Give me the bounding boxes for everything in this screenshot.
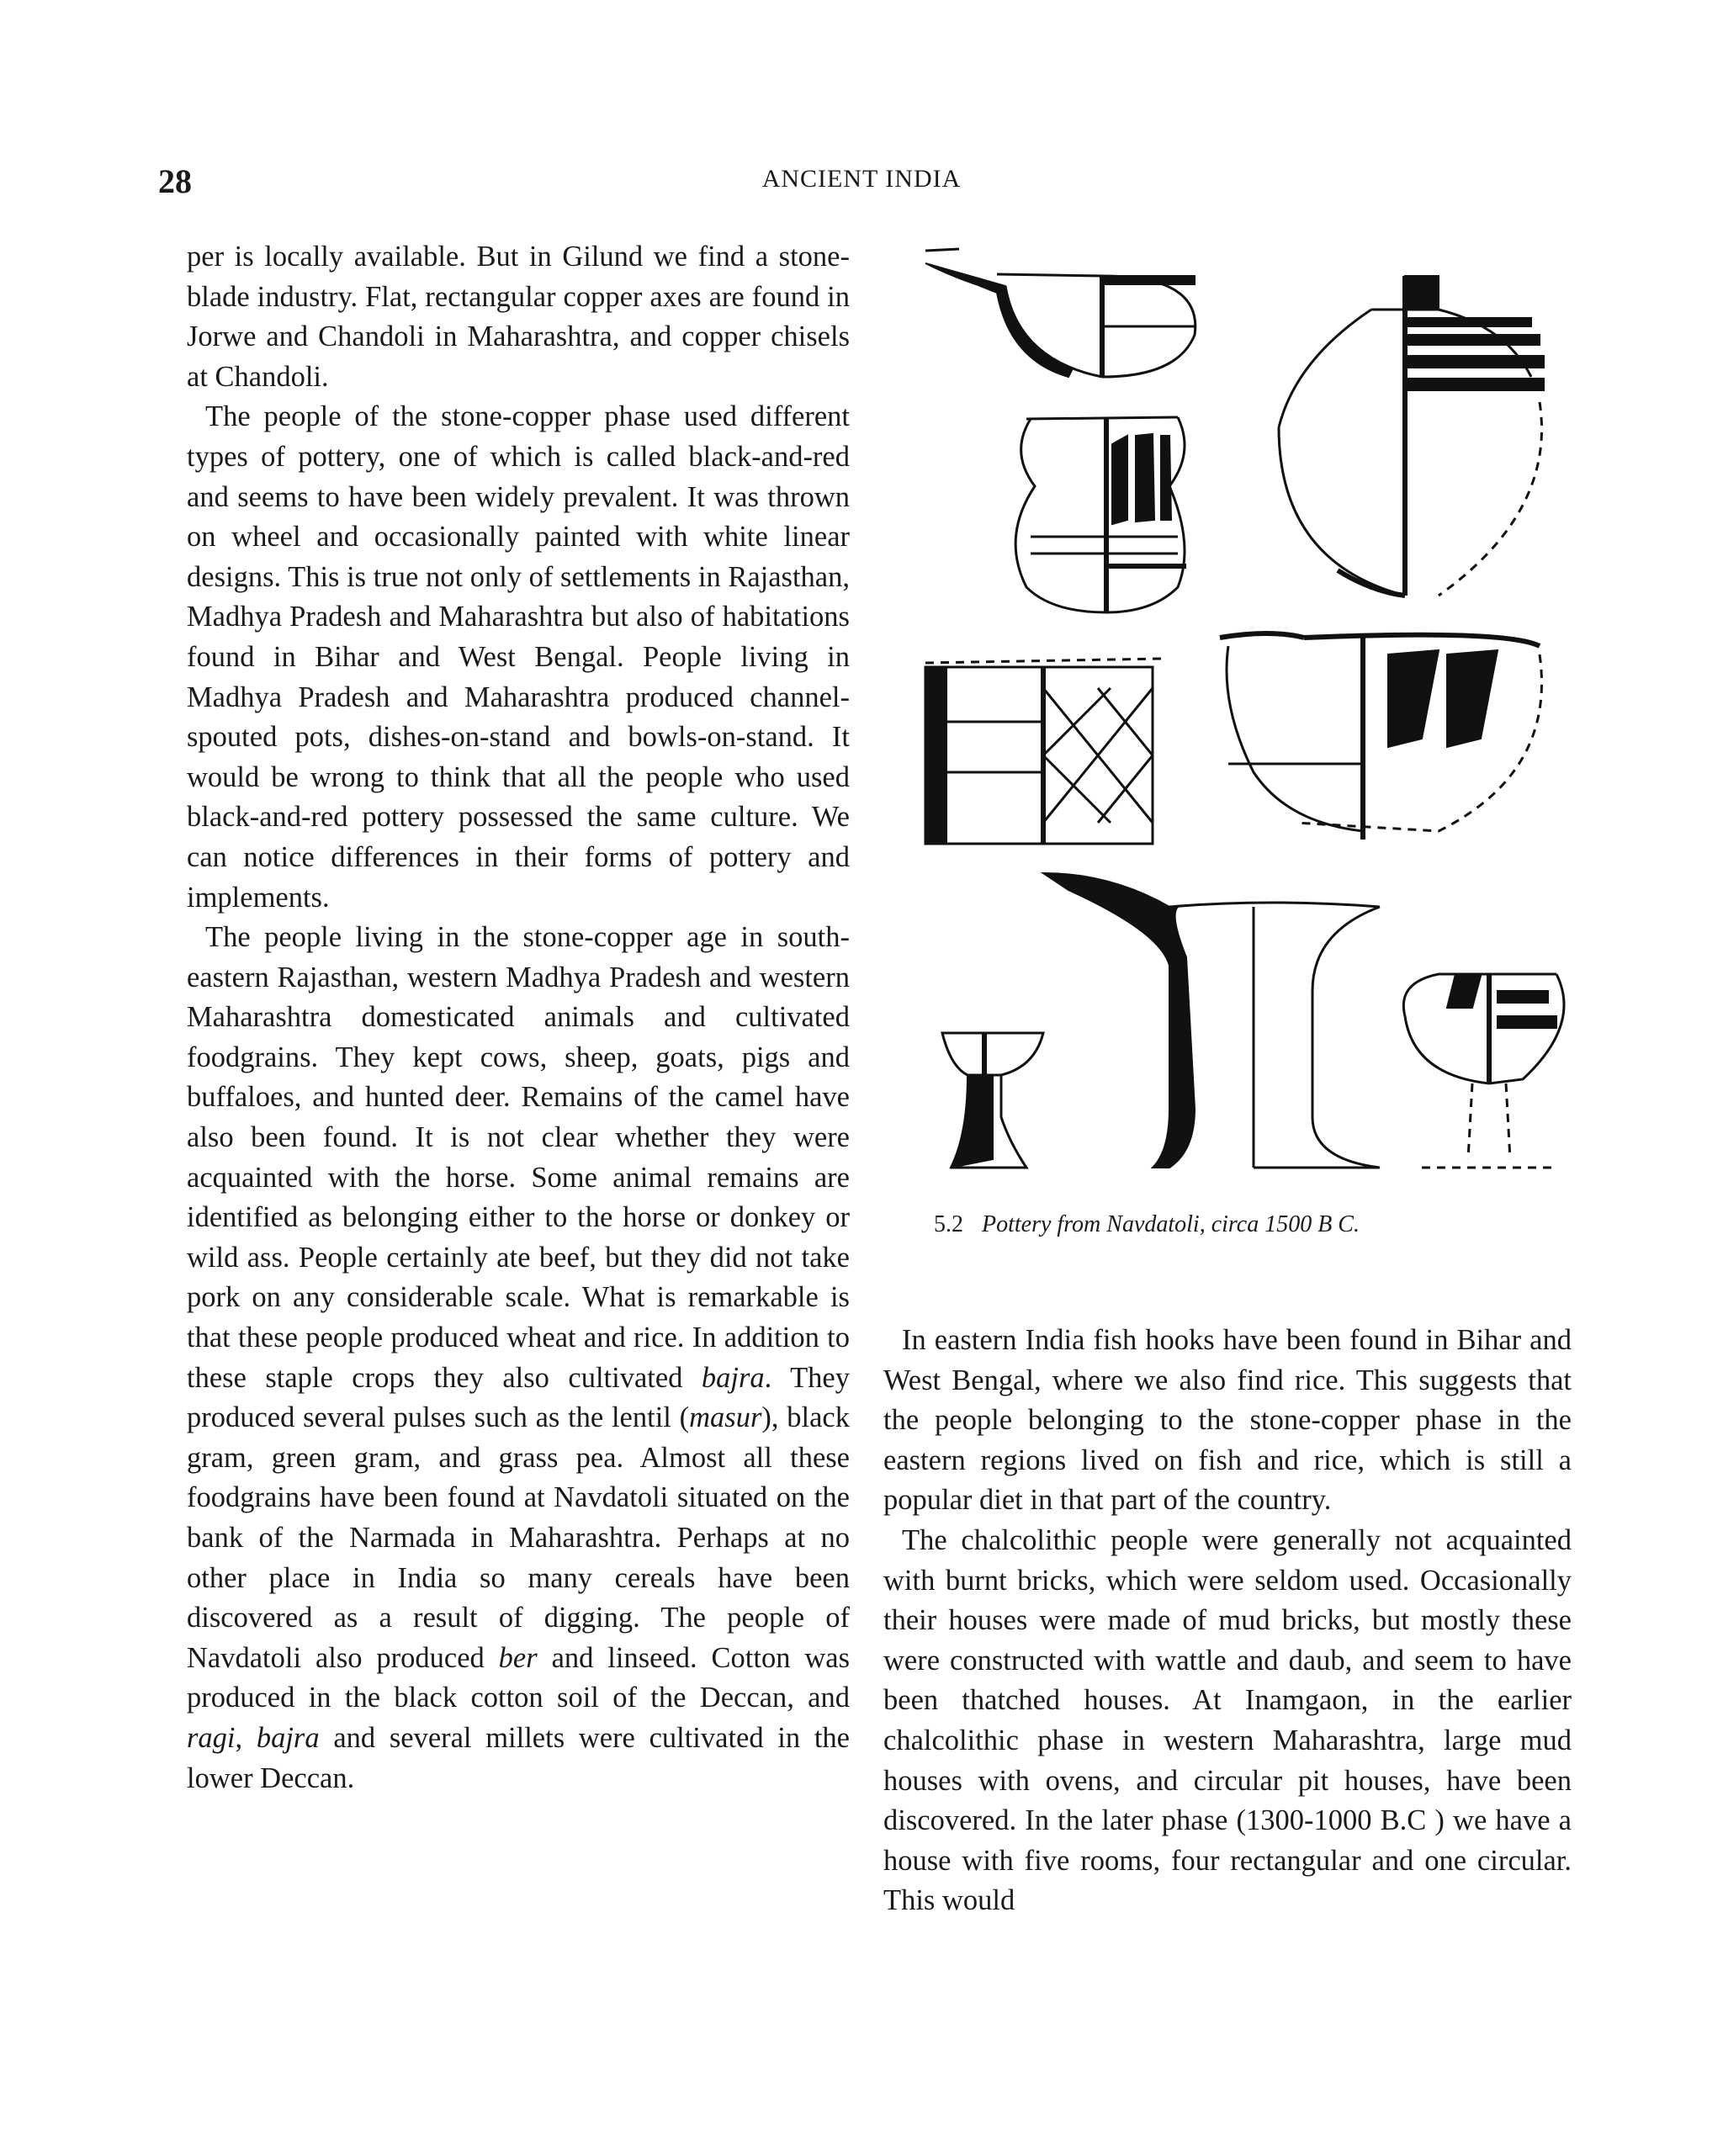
right-column — [883, 1321, 1572, 1921]
left-column — [187, 237, 850, 1798]
pottery-figure — [917, 234, 1573, 1201]
italic-term: ber — [498, 1641, 538, 1674]
paragraph: In eastern India fish hooks have been found in Bihar and West Bengal, where we also find rice. This suggests that the people belonging to the stone-copper phase in the eastern regions lived on fish and rice, which is still a popular diet in that part of the country. — [883, 1324, 1572, 1517]
small-goblet-drawing — [942, 1033, 1043, 1168]
square-pot-drawing — [925, 659, 1161, 844]
paragraph: The people of the stone-copper phase used different types of pottery, one of which is called black-and-red and seems to have been widely prevalent. It was thrown on wheel and occasionally painted with white linear designs. This is true not only of settlements in Rajasthan, Madhya Pradesh and Maharashtra but also of habitations found in Bihar and West Bengal. People living in Madhya Pradesh and Maharashtra produced channel-spouted pots, dishes-on-stand and bowls-on-stand. It would be wrong to think that all the people who used black-and-red pottery possessed the same culture. We can notice differences in their forms of pottery and implements. — [187, 400, 850, 914]
text-run: and several millets were cultivated in the lower Deccan. — [187, 1721, 850, 1794]
running-head: ANCIENT INDIA — [761, 165, 962, 193]
dish-on-stand-drawing — [1043, 873, 1380, 1168]
figure-caption-text: Pottery from Navdatoli, circa 1500 B C. — [982, 1211, 1360, 1237]
text-run: , — [235, 1721, 257, 1754]
globular-jar-drawing — [1279, 276, 1544, 596]
italic-term: masur — [689, 1401, 762, 1434]
bowl-on-stand-drawing — [1403, 974, 1564, 1168]
text-run: ), black gram, green gram, and grass pea. Almost all these foodgrains have been found at Navdatoli situated on the bank of the Narmada in Maharashtra. Perhaps at no other place in India so many cereals have been discovered as a result of digging. The people of Navdatoli also produced — [187, 1401, 850, 1674]
italic-term: ragi — [187, 1721, 236, 1754]
spouted-bowl-drawing — [925, 249, 1195, 377]
figure-caption — [934, 1211, 1573, 1238]
paragraph: The chalcolithic people were generally not acquainted with burnt bricks, which were seldom used. Occasionally their houses were made of mud bricks, but mostly these were constructed with wattle and daub, and seem to have been thatched houses. At Inamgaon, in the earlier chalcolithic phase in western Maharashtra, large mud houses with ovens, and circular pit houses, have been discovered. In the later phase (1300-1000 B.C ) we have a house with five rooms, four rectangular and one circular. This would — [883, 1523, 1572, 1917]
text-run: The people living in the stone-copper age in south-eastern Rajasthan, western Madhya Pradesh and western Maharashtra domesticated animals and cultivated foodgrains. They kept cows, sheep, goats, pigs and buffaloes, and hunted deer. Remains of the camel have also been found. It is not clear whether they were acquainted with the horse. Some animal remains are identified as belonging either to the horse or donkey or wild ass. People certainly ate beef, but they did not take pork on any considerable scale. What is remarkable is that these people produced wheat and rice. In addition to these staple crops they also cultivated — [187, 921, 850, 1394]
carinated-vessel-drawing — [1220, 633, 1542, 840]
italic-term: bajra — [256, 1721, 320, 1754]
text-run: and linseed. Cotton was produced in the black cotton soil of the Deccan, and — [187, 1641, 850, 1714]
paragraph — [187, 918, 850, 1798]
figure-number: 5.2 — [934, 1211, 963, 1237]
italic-term: bajra — [701, 1361, 765, 1394]
tall-vase-drawing — [1015, 417, 1186, 612]
paragraph: per is locally available. But in Gilund we find a stone-blade industry. Flat, rectangular copper axes are found in Jorwe and Chandoli in Maharashtra, and copper chisels at Chandoli. — [187, 241, 850, 393]
page-number: 28 — [158, 162, 192, 200]
text-run: . They produced several pulses such as the lentil ( — [187, 1361, 850, 1434]
